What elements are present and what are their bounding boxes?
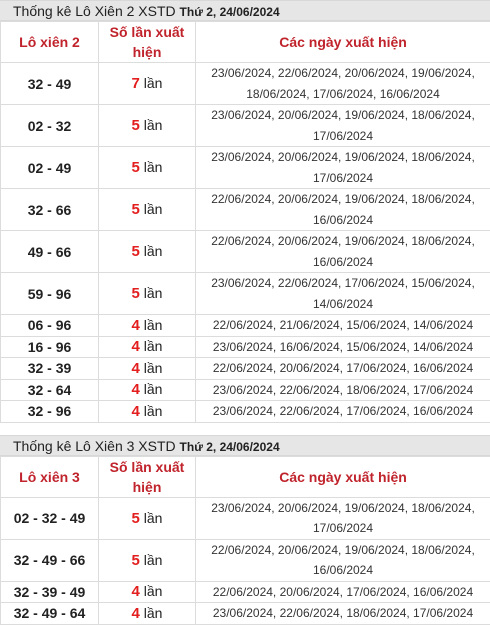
header-count: Số lần xuất hiện: [99, 22, 196, 63]
pair-cell: 06 - 96: [1, 315, 99, 337]
xien3-section: [0, 435, 490, 625]
pair-cell: 59 - 96: [1, 273, 99, 315]
xien2-table: [0, 21, 490, 423]
header-pair: Lô xiên 3: [1, 456, 99, 497]
count-number: 4: [132, 381, 140, 398]
section-title-main: Thống kê Lô Xiên 3 XSTD: [13, 438, 176, 454]
table-row: [1, 539, 490, 581]
count-cell: [99, 539, 196, 581]
section-title-xien3: [0, 435, 490, 456]
count-unit: lần: [144, 317, 163, 333]
count-number: 4: [132, 583, 140, 600]
table-row: [1, 497, 490, 539]
dates-cell: 23/06/2024, 22/06/2024, 17/06/2024, 15/06/2024, 14/06/2024: [196, 273, 490, 315]
count-cell: [99, 105, 196, 147]
count-number: 4: [132, 605, 140, 622]
dates-cell: 23/06/2024, 16/06/2024, 15/06/2024, 14/06/2024: [196, 336, 490, 358]
pair-cell: 49 - 66: [1, 231, 99, 273]
count-unit: lần: [144, 360, 163, 376]
count-cell: [99, 379, 196, 401]
table-row: [1, 231, 490, 273]
count-cell: [99, 603, 196, 625]
table-row: [1, 379, 490, 401]
table-row: [1, 401, 490, 423]
header-count: Số lần xuất hiện: [99, 456, 196, 497]
count-number: 7: [132, 75, 140, 92]
count-unit: lần: [144, 243, 163, 259]
dates-cell: 22/06/2024, 20/06/2024, 17/06/2024, 16/06/2024: [196, 358, 490, 380]
table-row: [1, 581, 490, 603]
dates-cell: 22/06/2024, 20/06/2024, 19/06/2024, 18/06/2024, 16/06/2024: [196, 189, 490, 231]
pair-cell: 32 - 39: [1, 358, 99, 380]
table-row: [1, 315, 490, 337]
table-row: [1, 189, 490, 231]
count-cell: [99, 497, 196, 539]
dates-cell: 22/06/2024, 20/06/2024, 17/06/2024, 16/06/2024: [196, 581, 490, 603]
table-header-row: [1, 22, 490, 63]
count-cell: [99, 358, 196, 380]
table-header-row: [1, 456, 490, 497]
count-cell: [99, 315, 196, 337]
count-number: 5: [132, 552, 140, 569]
pair-cell: 02 - 49: [1, 147, 99, 189]
count-cell: [99, 63, 196, 105]
table-row: [1, 336, 490, 358]
count-unit: lần: [144, 403, 163, 419]
count-number: 5: [132, 201, 140, 218]
count-cell: [99, 147, 196, 189]
pair-cell: 32 - 39 - 49: [1, 581, 99, 603]
dates-cell: 23/06/2024, 20/06/2024, 19/06/2024, 18/06/2024, 17/06/2024: [196, 105, 490, 147]
table-row: [1, 147, 490, 189]
count-unit: lần: [144, 159, 163, 175]
table-row: [1, 63, 490, 105]
section-title-date: Thứ 2, 24/06/2024: [180, 440, 280, 454]
dates-cell: 22/06/2024, 20/06/2024, 19/06/2024, 18/06/2024, 16/06/2024: [196, 231, 490, 273]
header-dates: Các ngày xuất hiện: [196, 22, 490, 63]
count-unit: lần: [144, 552, 163, 568]
dates-cell: 23/06/2024, 22/06/2024, 18/06/2024, 17/06/2024: [196, 379, 490, 401]
count-cell: [99, 231, 196, 273]
count-cell: [99, 336, 196, 358]
table-row: [1, 358, 490, 380]
count-number: 5: [132, 159, 140, 176]
count-cell: [99, 273, 196, 315]
count-number: 4: [132, 360, 140, 377]
section-title-date: Thứ 2, 24/06/2024: [180, 5, 280, 19]
count-unit: lần: [144, 605, 163, 621]
count-unit: lần: [144, 201, 163, 217]
count-unit: lần: [144, 381, 163, 397]
count-number: 4: [132, 338, 140, 355]
count-number: 4: [132, 317, 140, 334]
dates-cell: 22/06/2024, 20/06/2024, 19/06/2024, 18/06/2024, 16/06/2024: [196, 539, 490, 581]
xien3-table: [0, 456, 490, 625]
dates-cell: 23/06/2024, 20/06/2024, 19/06/2024, 18/06/2024, 17/06/2024: [196, 147, 490, 189]
dates-cell: 23/06/2024, 22/06/2024, 18/06/2024, 17/06/2024: [196, 603, 490, 625]
count-unit: lần: [144, 117, 163, 133]
table-row: [1, 105, 490, 147]
pair-cell: 32 - 66: [1, 189, 99, 231]
dates-cell: 23/06/2024, 22/06/2024, 20/06/2024, 19/06/2024, 18/06/2024, 17/06/2024, 16/06/2024: [196, 63, 490, 105]
pair-cell: 02 - 32 - 49: [1, 497, 99, 539]
count-number: 4: [132, 403, 140, 420]
count-cell: [99, 189, 196, 231]
count-number: 5: [132, 285, 140, 302]
dates-cell: 23/06/2024, 20/06/2024, 19/06/2024, 18/06/2024, 17/06/2024: [196, 497, 490, 539]
count-unit: lần: [144, 285, 163, 301]
count-number: 5: [132, 243, 140, 260]
count-cell: [99, 401, 196, 423]
count-unit: lần: [144, 75, 163, 91]
count-unit: lần: [144, 583, 163, 599]
pair-cell: 32 - 49 - 64: [1, 603, 99, 625]
count-cell: [99, 581, 196, 603]
section-title-main: Thống kê Lô Xiên 2 XSTD: [13, 3, 176, 19]
count-number: 5: [132, 510, 140, 527]
count-unit: lần: [144, 338, 163, 354]
pair-cell: 32 - 96: [1, 401, 99, 423]
pair-cell: 32 - 49: [1, 63, 99, 105]
pair-cell: 32 - 49 - 66: [1, 539, 99, 581]
dates-cell: 22/06/2024, 21/06/2024, 15/06/2024, 14/06/2024: [196, 315, 490, 337]
table-row: [1, 273, 490, 315]
pair-cell: 02 - 32: [1, 105, 99, 147]
header-dates: Các ngày xuất hiện: [196, 456, 490, 497]
count-unit: lần: [144, 510, 163, 526]
pair-cell: 32 - 64: [1, 379, 99, 401]
section-title-xien2: [0, 0, 490, 21]
dates-cell: 23/06/2024, 22/06/2024, 17/06/2024, 16/06/2024: [196, 401, 490, 423]
header-pair: Lô xiên 2: [1, 22, 99, 63]
pair-cell: 16 - 96: [1, 336, 99, 358]
count-number: 5: [132, 117, 140, 134]
table-row: [1, 603, 490, 625]
